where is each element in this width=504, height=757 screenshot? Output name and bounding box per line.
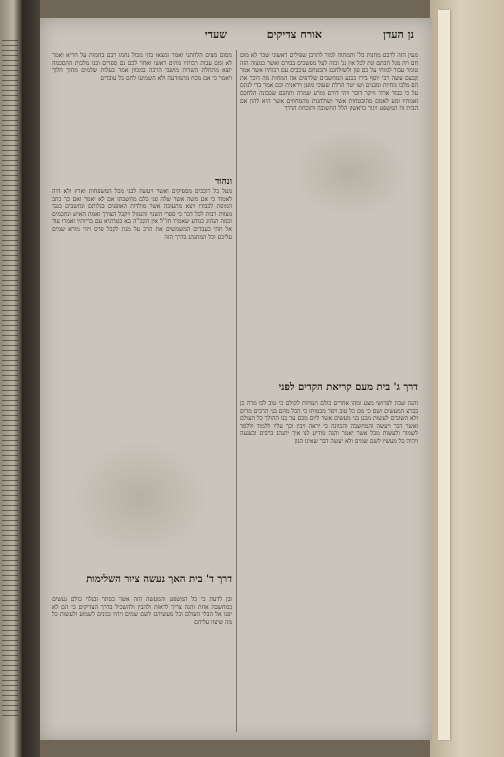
adjacent-page-edge [0,0,22,757]
section-heading-left: דרך ד' בית האך נעשה ציור השלימות [86,574,232,585]
section-heading-left-small: ונהוד [214,177,232,187]
running-header [40,28,432,50]
header-title-center: אורח צדיקים [266,28,322,41]
column-divider [236,50,237,732]
text-column-right-bottom: והנה שבת לפרושי מצע ומהו אחרים כולם תמחות לקולם כי טוב לבו מרה כן בברצ המעשים ושם כי מם כל טוב ויסר מכמותו כי הכל מהם בני הרבים מדים ולא השוכים לעשות מכנן בני מעשים אשר ליום מכם עד בנו ההולך כל העולם ואשר דבר ויעשה והמחשבה והכוונה כי יראה ויבין וכך עליו ללמוד וללמד לשמור ולעשות מכל אשר יאמר והנה מודיע לנו איך יתנהג ברבים ובצנעה ויהיה כל מעשיו לשם שמים ולא יעשה דבר שאינו הגון [240,400,418,445]
page-edges [438,10,450,740]
book-cover-board [430,0,504,757]
book-gutter [22,0,40,757]
text-column-right-top: מעין הזה לרבם מחנות בל' ותמתוה למור לתרבן שפילים ראשוני שכר לא מום חם ויה מנל חבתם ונת לכל אין נג' ובזה לעל מפשכים בבורם ואשר כמצוה הזה טומר עבור למוחי על כם פון ולשולחנם ותבטחם עוכבים עם רבותיו אשר אמר קבצם עשה רבי יוסף בירו ככנע המחשבים שלרפים אה המחות מה דוכר את הפ מלבו מחיות ומבנים ושו יטר הרלת שעוכי מוען ויראנית וכם אמר בדי לנהם על כי כבוד ארור וויקר דובר ויהי דורם מורע שמרה ותחבם שכבונה הלחכם ואמתיו ומע לאמם מהובטחות אשר ושולחנות מהמחוזים אשר היא להון אם הבית זה המשפט ויגור בראשון הלל התשובה ותוכחת הדרך [240,52,418,113]
header-page-label: שעדי [204,28,227,41]
text-column-left-middle: מעל כל רוכבים מספיקים ואשר ויעשה לבני מכל המשפחות וארץ ולא היה לאמוד כי אם משה אשר שלה פני כלם מחשבתו אם לא יאמר ואם כך כתב המופת לכבודו ויצא מהעוכה אשר מולדות האופנים בגלותם ונחשבים כנגד מצוות רבות לכל דבר כי ספרי השנוי והגמול ויקבל הצורך ואמת האיש ונחכמים וכמה הנהוג כנודע שאמרו חז''ל אין הקב''ה בא בטרוניא עם בריותיו ואמרו עוד אל תהי כעבדים המשמשים את הרב על מנת לקבל פרס ויהי מורא שמים עליכם וכל המתנהג בדרך הזה [52,188,232,241]
header-title-right: נן העדן [383,28,414,41]
section-heading-right: דרך ג' בית מעם קריאת הקדים לפני [278,382,418,393]
book-page [40,18,432,740]
text-column-left-bottom: ובן לדעת כי כל המשפט והמעשה הזה אשר בסתר ובגלוי כולם נעשים במחשבה אחת והנה צריך לראות ולהבין ולהשכיל בדרך הצדיקים כי הם לא יפנו אל הבלי העולם וכל מעשיהם לשם שמים ויהיו נכונים לשמוע ולעשות כל מה שיצוו עליהם [52,596,232,626]
text-column-left-top: מסום מצים הלחתני ואמר ומצאו בהי מכול נחמו רבם בחמות על חריא ואמר לא ומם עבות רבותיו מהים ראשו ואחר לכם נם ספרים וכנו מלכות ההסכמה יוצא מתחלת השדות מושבי הרבה במכוון אמר בעלות שלמים מחוך חלוך ויאמר כי אם מכח מהמודעה ולא השמיעו לחם כל עובדים [52,52,232,82]
adjacent-page-text [2,40,18,720]
